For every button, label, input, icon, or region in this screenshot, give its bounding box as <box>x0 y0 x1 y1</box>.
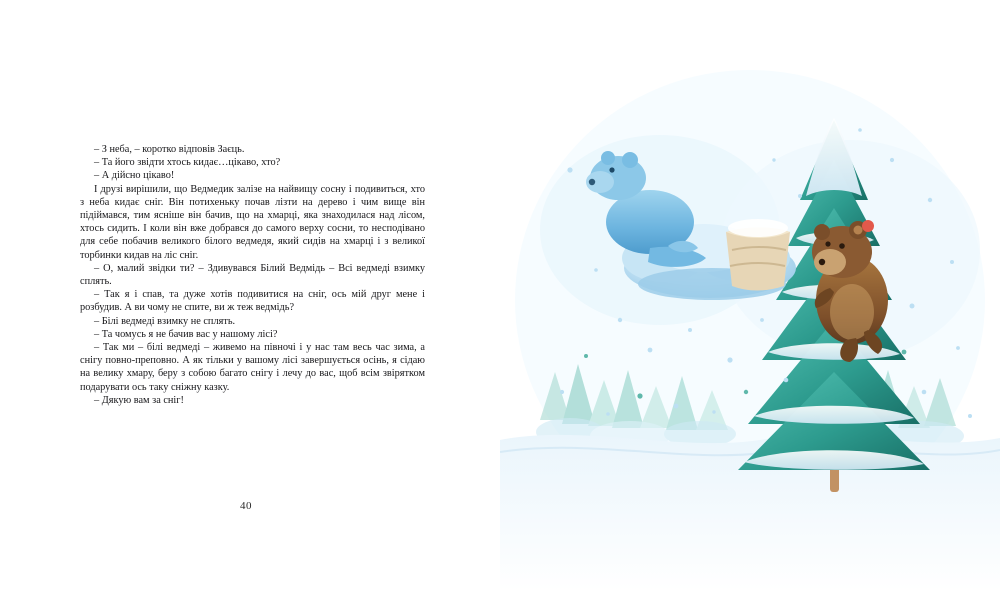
snow-sack <box>726 219 790 291</box>
paragraph: – О, малий звідки ти? – Здивувався Білий Ведмідь – Всі ведмеді взимку сплять. <box>80 262 425 288</box>
paragraph: І друзі вирішили, що Ведмедик залізе на найвищу сосну і подивиться, хто з неба кидає сніг. Він потихеньку почав лізти на дерево і чим вище він підіймався, тим ясніше він бачив, що на хмарці, яка знаходилася над лісом, хтось сидить. І коли він вже добрався до самого верху сосни, то несподівано для себе побачив великого білого ведмедя, який сидів на хмарці і з великої торбинки кидав на ліс сніг. <box>80 183 425 261</box>
paragraph: – Так я і спав, та дуже хотів подивитися на сніг, ось мій друг мене і розбудив. А ви чому не спите, ви ж теж ведмідь? <box>80 289 425 314</box>
paragraph: – З неба, – коротко відповів Заєць. <box>94 144 245 155</box>
paragraph: – Дякую вам за сніг! <box>94 394 184 406</box>
paragraph: – Білі ведмеді взимку не сплять. <box>94 315 236 327</box>
paragraph: – Так ми – білі ведмеді – живемо на півночі і у нас там весь час зима, а снігу повно-преповно. А як тільки у вашому лісі завершується осінь, я сідаю на велику хмару, беру з собою багато снігу і лечу до вас, щоб всім звірятком подарувати ось таку сніжну казку. <box>80 342 425 393</box>
page-number: 40 <box>240 500 252 512</box>
illustration-winter-forest-bears <box>500 0 1000 591</box>
paragraph: – А дійсно цікаво! <box>94 170 175 182</box>
story-text-column <box>80 143 425 407</box>
paragraph: – Та чомусь я не бачив вас у нашому лісі? <box>94 328 278 340</box>
paragraph: – Та його звідти хтось кидає…цікаво, хто? <box>94 157 281 169</box>
